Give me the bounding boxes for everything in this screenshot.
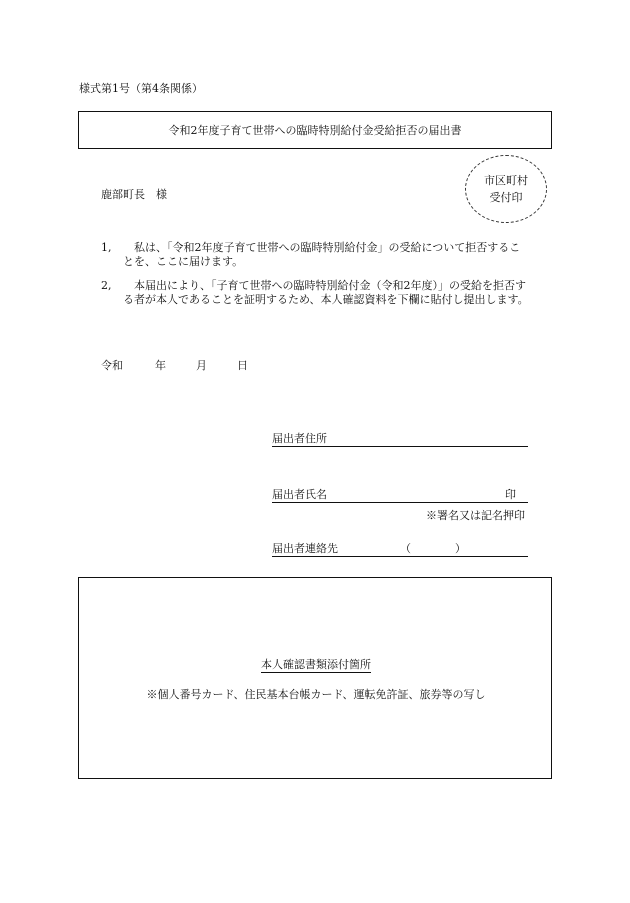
item-text: 私は、「令和2年度子育て世帯への臨時特別給付金」の受給について拒否することを、ここに届けます。 — [123, 241, 521, 268]
form-number: 様式第1号（第4条関係） — [79, 82, 203, 95]
attachment-title-text: 本人確認書類添付箇所 — [261, 658, 371, 671]
address-field[interactable] — [272, 431, 528, 447]
item-number: 2, — [101, 279, 112, 292]
statement-item-2 — [101, 279, 531, 307]
date-era: 令和 — [101, 359, 123, 372]
date-month: 月 — [196, 359, 207, 372]
stamp-line-2: 受付印 — [489, 191, 523, 204]
name-label: 届出者氏名 — [272, 488, 327, 501]
attachment-box — [78, 577, 552, 779]
document-title-box — [78, 111, 552, 149]
statement-item-1 — [101, 241, 531, 269]
attachment-note: ※個人番号カード、住民基本台帳カード、運転免許証、旅券等の写し — [146, 688, 486, 701]
attachment-title — [79, 656, 553, 672]
addressee: 鹿部町長 様 — [101, 188, 167, 201]
date-day: 日 — [237, 359, 248, 372]
seal-mark: 印 — [505, 488, 516, 501]
contact-label: 届出者連絡先 — [272, 542, 338, 555]
contact-field[interactable] — [272, 541, 528, 557]
stamp-line-1: 市区町村 — [484, 174, 528, 187]
reception-stamp-area — [465, 155, 547, 223]
signature-note: ※署名又は記名押印 — [426, 509, 525, 522]
document-title: 令和2年度子育て世帯への臨時特別給付金受給拒否の届出書 — [168, 124, 462, 137]
name-field[interactable] — [272, 487, 528, 503]
date-line — [101, 357, 248, 373]
contact-parentheses: （ ） — [400, 542, 466, 555]
item-number: 1, — [101, 241, 112, 254]
address-label: 届出者住所 — [272, 432, 327, 445]
date-year: 年 — [155, 359, 166, 372]
item-text: 本届出により、「子育て世帯への臨時特別給付金（令和2年度）」の受給を拒否する者が本人であることを証明するため、本人確認資料を下欄に貼付し提出します。 — [123, 279, 529, 306]
